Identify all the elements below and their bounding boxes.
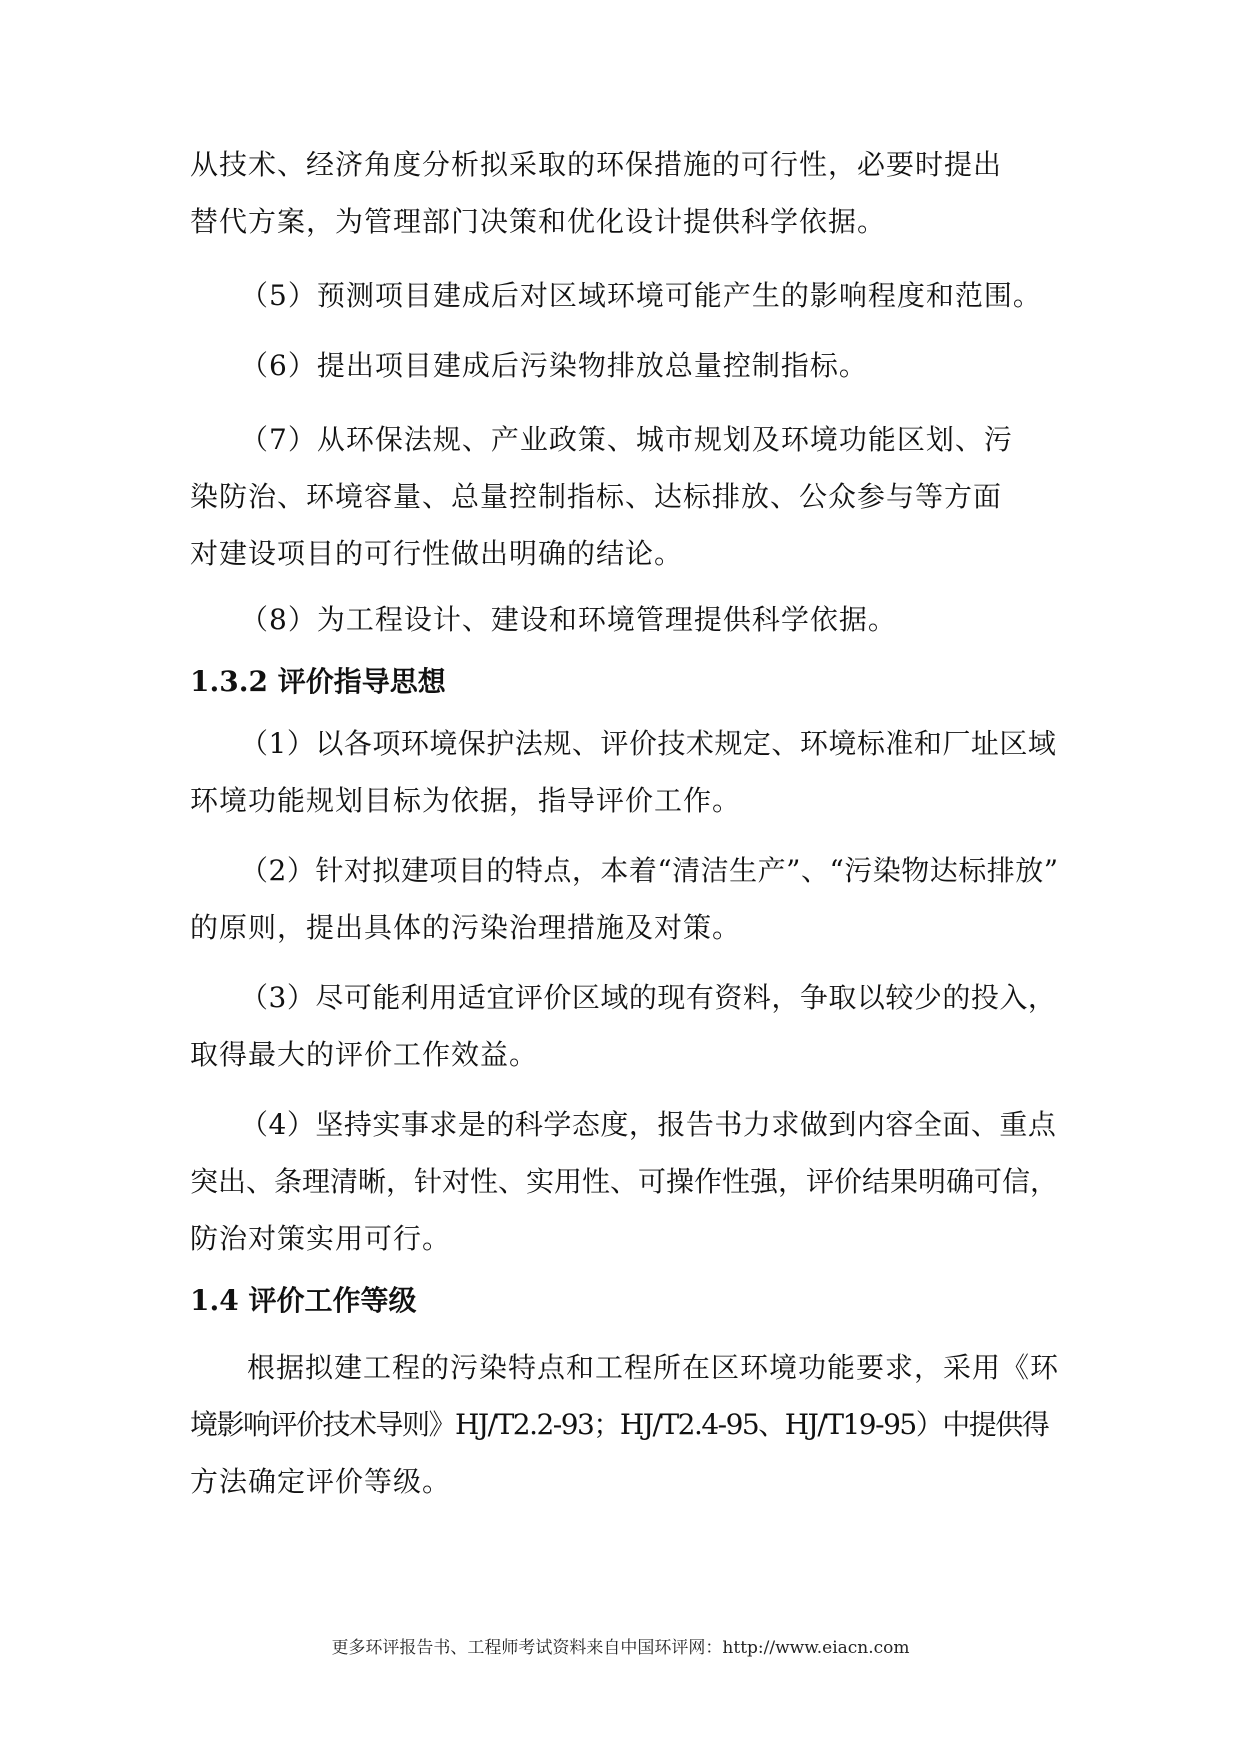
line-text: （5）预测项目建成后对区域环境可能产生的影响程度和范围。 <box>240 279 1042 312</box>
section-heading-1-4: 1.4 评价工作等级 <box>190 1284 417 1317</box>
line-text: 方法确定评价等级。 <box>190 1465 452 1498</box>
line-text: （1）以各项环境保护法规、评价技术规定、环境标准和厂址区域 <box>240 727 1057 760</box>
line-text: 替代方案，为管理部门决策和优化设计提供科学依据。 <box>190 205 887 238</box>
line-text: 取得最大的评价工作效益。 <box>190 1038 539 1071</box>
line-text: （7）从环保法规、产业政策、城市规划及环境功能区划、污 <box>240 423 1013 456</box>
line-text: 对建设项目的可行性做出明确的结论。 <box>190 537 684 570</box>
section-heading-1-3-2: 1.3.2 评价指导思想 <box>190 665 446 698</box>
line-text: （8）为工程设计、建设和环境管理提供科学依据。 <box>240 603 897 636</box>
line-text: 境影响评价技术导则》HJ/T2.2-93；HJ/T2.4-95、HJ/T19-95）中提供得 <box>190 1408 1049 1441</box>
line-text: （2）针对拟建项目的特点，本着“清洁生产”、“污染物达标排放” <box>240 854 1059 887</box>
line-text: 的原则，提出具体的污染治理措施及对策。 <box>190 911 742 944</box>
line-text: （4）坚持实事求是的科学态度，报告书力求做到内容全面、重点 <box>240 1108 1057 1141</box>
line-text: 从技术、经济角度分析拟采取的环保措施的可行性，必要时提出 <box>190 148 1003 181</box>
line-text: （3）尽可能利用适宜评价区域的现有资料，争取以较少的投入， <box>240 981 1057 1014</box>
line-text: 染防治、环境容量、总量控制指标、达标排放、公众参与等方面 <box>190 480 1003 513</box>
line-text: 防治对策实用可行。 <box>190 1222 452 1255</box>
line-text: 环境功能规划目标为依据，指导评价工作。 <box>190 784 742 817</box>
line-text: （6）提出项目建成后污染物排放总量控制指标。 <box>240 349 868 382</box>
line-text: 突出、条理清晰，针对性、实用性、可操作性强，评价结果明确可信， <box>190 1165 1059 1198</box>
page-footer: 更多环评报告书、工程师考试资料来自中国环评网：http://www.eiacn.com <box>331 1638 910 1658</box>
line-text: 根据拟建工程的污染特点和工程所在区环境功能要求，采用《环 <box>247 1351 1060 1384</box>
